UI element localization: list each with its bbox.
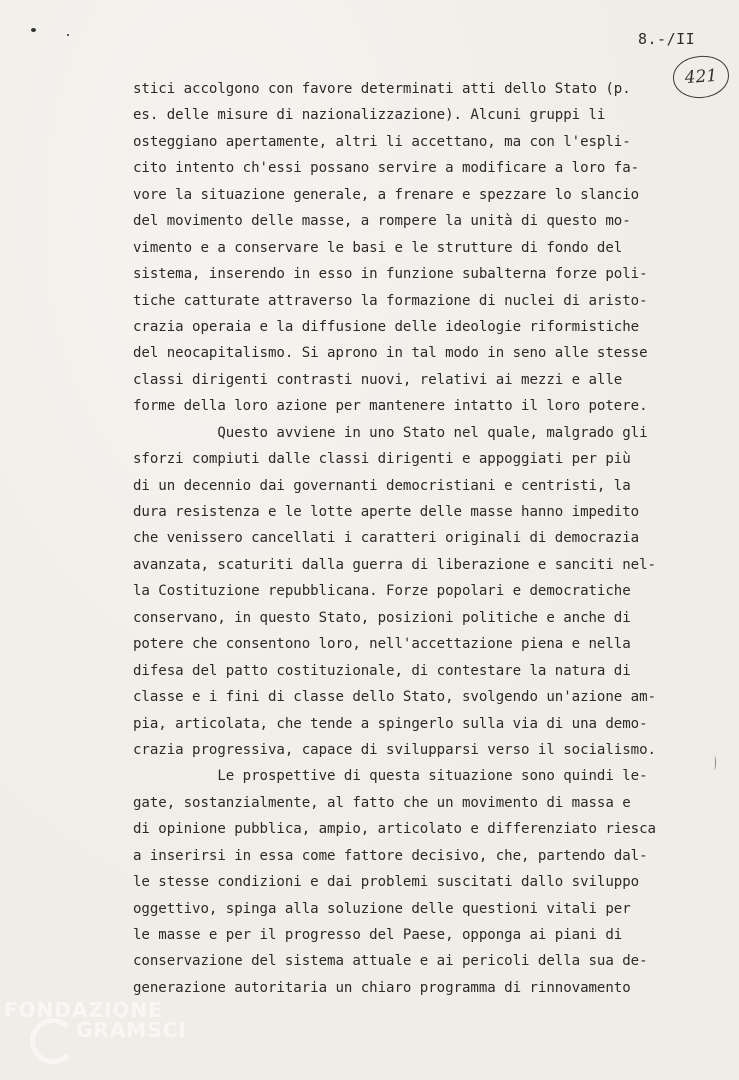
text-line: forme della loro azione per mantenere intatto il loro potere.	[133, 398, 648, 415]
text-line: vore la situazione generale, a frenare e spezzare lo slancio	[133, 186, 640, 203]
watermark-g-icon	[30, 1018, 76, 1064]
text-line: a inserirsi in essa come fattore decisivo, che, partendo dal-	[133, 847, 648, 864]
text-line: vimento e a conservare le basi e le strutture di fondo del	[133, 239, 623, 256]
text-line: cito intento ch'essi possano servire a modificare a loro fa-	[133, 160, 640, 177]
fondazione-gramsci-watermark	[4, 998, 264, 1068]
text-line: la Costituzione repubblicana. Forze popolari e democratiche	[133, 583, 631, 600]
watermark-line-2: GRAMSCI	[76, 1018, 187, 1042]
typewritten-text	[133, 76, 693, 1001]
text-line: crazia progressiva, capace di svilupparsi verso il socialismo.	[133, 741, 656, 758]
paragraph-start-line: Questo avviene in uno Stato nel quale, malgrado gli	[133, 424, 648, 441]
text-line: conservano, in questo Stato, posizioni politiche e anche di	[133, 609, 631, 626]
margin-pencil-mark	[713, 756, 716, 770]
text-line: conservazione del sistema attuale e ai pericoli della sua de-	[133, 953, 648, 970]
text-line: dura resistenza e le lotte aperte delle masse hanno impedito	[133, 504, 640, 520]
text-line: potere che consentono loro, nell'accettazione piena e nella	[133, 636, 631, 653]
text-line: crazia operaia e la diffusione delle ideologie riformistiche	[133, 318, 640, 335]
ink-dot-left	[31, 28, 36, 32]
text-line: generazione autoritaria un chiaro programma di rinnovamento	[133, 979, 631, 996]
watermark-line-1: FONDAZIONE	[4, 998, 163, 1022]
text-line: tiche catturate attraverso la formazione di nuclei di aristo-	[133, 292, 648, 309]
ink-dot-small	[67, 34, 69, 36]
text-line: classe e i fini di classe dello Stato, svolgendo un'azione am-	[133, 689, 656, 706]
text-line: di un decennio dai governanti democristiani e centristi, la	[133, 477, 631, 494]
text-line: stici accolgono con favore determinati atti dello Stato (p.	[133, 81, 631, 97]
text-line: oggettivo, spinga alla soluzione delle questioni vitali per	[133, 900, 631, 917]
text-line: gate, sostanzialmente, al fatto che un movimento di massa e	[133, 794, 631, 811]
text-line: sistema, inserendo in esso in funzione subalterna forze poli-	[133, 266, 648, 283]
text-line: avanzata, scaturiti dalla guerra di liberazione e sanciti nel-	[133, 556, 656, 573]
text-line: pia, articolata, che tende a spingerlo sulla via di una demo-	[133, 715, 648, 732]
text-line: es. delle misure di nazionalizzazione). Alcuni gruppi li	[133, 107, 606, 124]
text-line: di opinione pubblica, ampio, articolato e differenziato riesca	[133, 821, 656, 838]
text-line: osteggiano apertamente, altri li accettano, ma con l'espli-	[133, 133, 631, 150]
paragraph-start-line: Le prospettive di questa situazione sono quindi le-	[133, 768, 648, 785]
text-line: le masse e per il progresso del Paese, opponga ai piani di	[133, 927, 623, 943]
text-line: che venissero cancellati i caratteri originali di democrazia	[133, 530, 640, 547]
text-line: del neocapitalismo. Si aprono in tal modo in seno alle stesse	[133, 345, 648, 362]
text-line: difesa del patto costituzionale, di contestare la natura di	[133, 662, 631, 679]
archive-stamp-number: 421	[684, 65, 718, 89]
text-line: classi dirigenti contrasti nuovi, relativi ai mezzi e alle	[133, 371, 623, 388]
text-line: sforzi compiuti dalle classi dirigenti e appoggiati per più	[133, 451, 631, 468]
text-line: del movimento delle masse, a rompere la unità di questo mo-	[133, 213, 631, 230]
text-line: le stesse condizioni e dai problemi suscitati dallo sviluppo	[133, 874, 640, 891]
page-number: 8.-/II	[638, 30, 696, 48]
